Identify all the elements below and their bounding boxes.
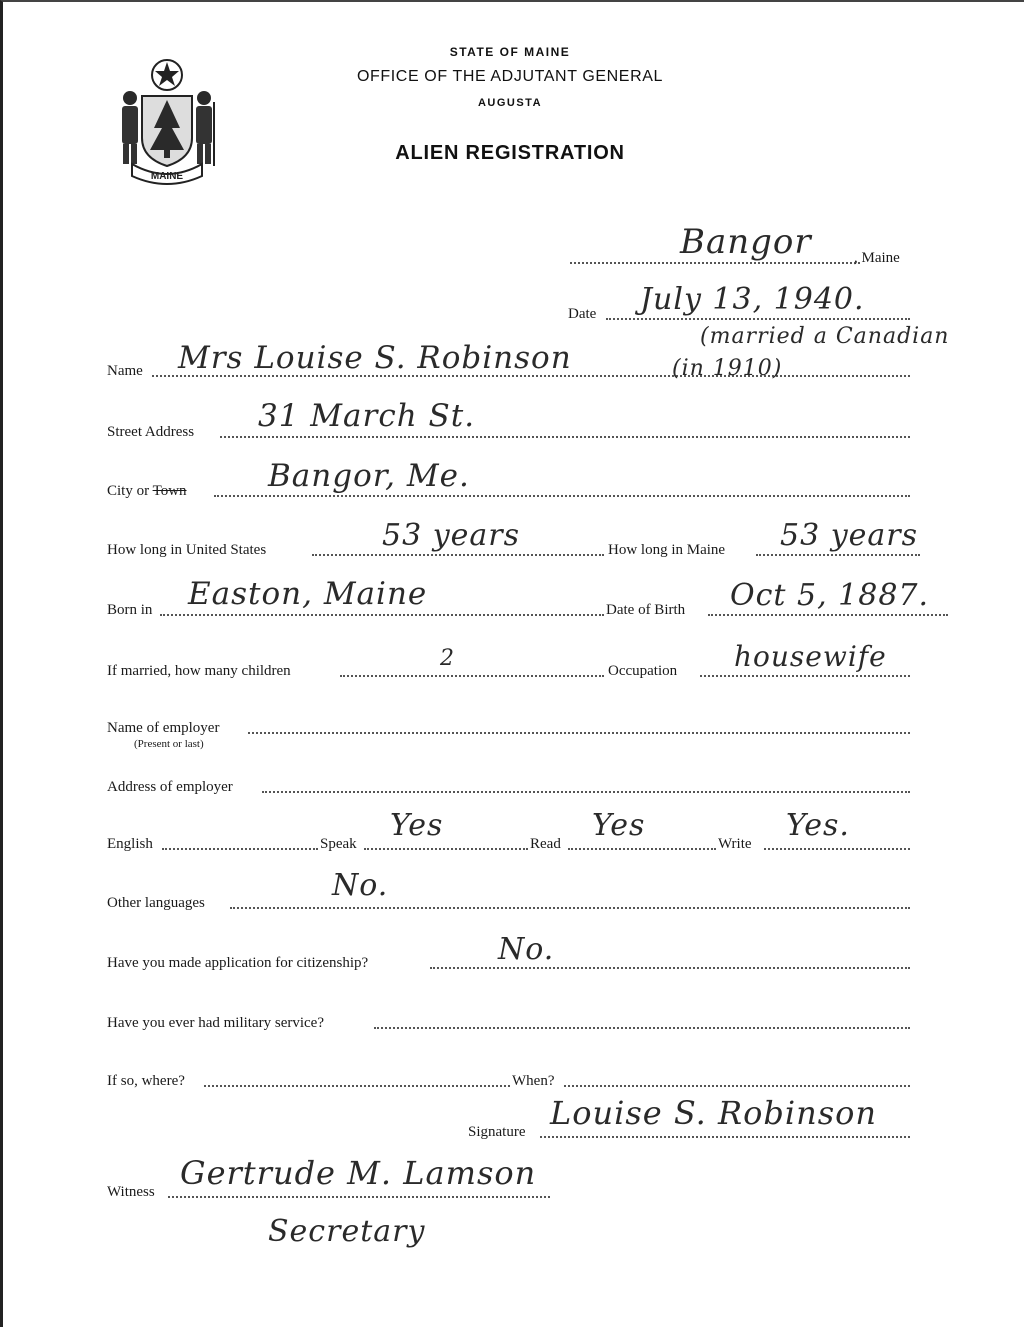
other-languages-line (230, 907, 910, 909)
how-long-maine-line (756, 554, 920, 556)
city-or-text: City or (107, 483, 153, 499)
how-long-maine-entry: 53 years (780, 518, 919, 553)
write-entry: Yes. (786, 808, 850, 843)
city-label (107, 483, 187, 500)
born-in-line (160, 614, 604, 616)
if-so-where-line (204, 1085, 510, 1087)
speak-label: Speak (320, 836, 357, 852)
maine-label: , Maine (854, 250, 900, 266)
how-long-us-label: How long in United States (107, 542, 267, 558)
date-of-birth-entry: Oct 5, 1887. (730, 578, 930, 613)
street-address-entry: 31 March St. (258, 398, 476, 434)
how-long-us-entry: 53 years (382, 518, 521, 553)
employer-name-note: (Present or last) (134, 738, 204, 750)
witness-line (168, 1196, 550, 1198)
signature-line (540, 1136, 910, 1138)
citizenship-label: Have you made application for citizenship? (107, 955, 369, 971)
signature-entry: Louise S. Robinson (550, 1094, 877, 1132)
born-in-label: Born in (107, 602, 153, 618)
form-title: ALIEN REGISTRATION (395, 142, 625, 164)
write-line (764, 848, 910, 850)
speak-line (364, 848, 528, 850)
city-entry: Bangor, Me. (268, 458, 470, 494)
speak-entry: Yes (390, 808, 444, 843)
place-line (570, 262, 860, 264)
how-long-maine-label: How long in Maine (608, 542, 726, 558)
how-long-us-line (312, 554, 604, 556)
occupation-entry: housewife (734, 640, 887, 673)
city-line (214, 495, 910, 497)
town-struck-text: Town (152, 483, 187, 499)
military-label: Have you ever had military service? (107, 1015, 324, 1031)
write-label: Write (718, 836, 752, 852)
english-label: English (107, 836, 153, 852)
when-label: When? (512, 1073, 555, 1089)
place-entry: Bangor (680, 222, 812, 262)
occupation-label: Occupation (608, 663, 678, 679)
witness-label: Witness (107, 1184, 155, 1200)
header-city: AUGUSTA (477, 97, 543, 109)
header-office: OFFICE OF THE ADJUTANT GENERAL (356, 68, 664, 85)
employer-name-label: Name of employer (107, 720, 220, 736)
name-entry: Mrs Louise S. Robinson (178, 340, 572, 376)
children-label: If married, how many children (107, 663, 291, 679)
military-line (374, 1027, 910, 1029)
state-seal-icon (112, 58, 222, 186)
name-label: Name (107, 363, 143, 379)
if-so-where-label: If so, where? (107, 1073, 185, 1089)
employer-address-label: Address of employer (107, 779, 233, 795)
occupation-line (700, 675, 910, 677)
born-in-entry: Easton, Maine (188, 576, 428, 612)
header-state: STATE OF MAINE (449, 45, 571, 59)
children-line (340, 675, 604, 677)
employer-name-line (248, 732, 910, 734)
citizenship-line (430, 967, 910, 969)
when-line (564, 1085, 910, 1087)
witness-title-entry: Secretary (268, 1214, 426, 1249)
read-line (568, 848, 716, 850)
date-of-birth-line (708, 614, 948, 616)
street-address-line (220, 436, 910, 438)
read-label: Read (530, 836, 561, 852)
english-line (162, 848, 318, 850)
employer-address-line (262, 791, 910, 793)
witness-entry: Gertrude M. Lamson (180, 1154, 537, 1192)
citizenship-entry: No. (498, 932, 555, 967)
read-entry: Yes (592, 808, 646, 843)
children-entry: 2 (440, 646, 455, 671)
date-of-birth-label: Date of Birth (606, 602, 686, 618)
other-languages-entry: No. (332, 868, 389, 903)
other-languages-label: Other languages (107, 895, 205, 911)
seal-motto-text: MAINE (150, 171, 184, 182)
name-note-2: (in 1910) (672, 356, 783, 381)
signature-label: Signature (468, 1124, 526, 1140)
street-address-label: Street Address (107, 424, 195, 440)
name-note-1: (married a Canadian (700, 324, 950, 349)
date-line (606, 318, 910, 320)
date-entry: July 13, 1940. (640, 282, 865, 317)
date-label: Date (568, 306, 597, 322)
